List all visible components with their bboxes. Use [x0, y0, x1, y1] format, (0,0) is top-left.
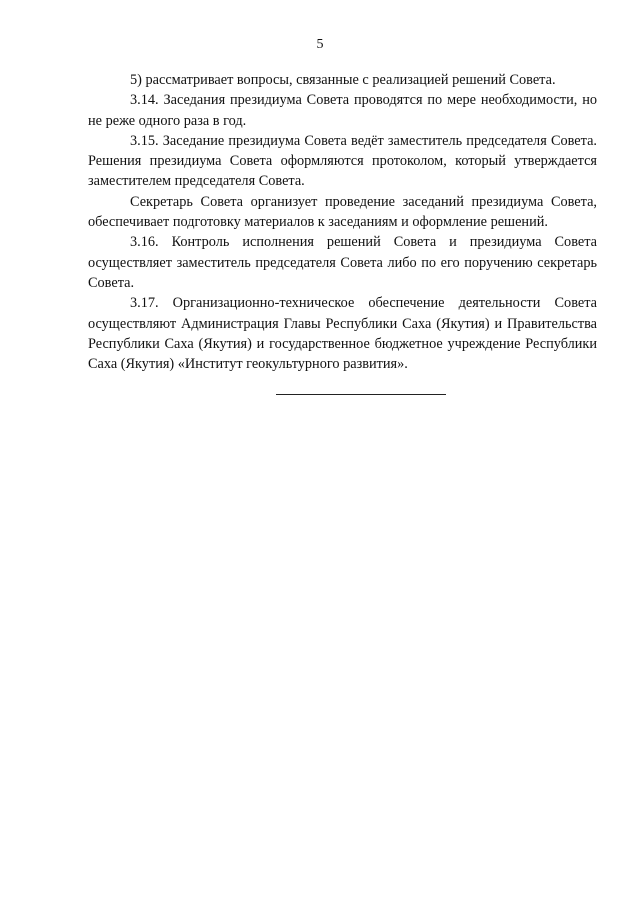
document-body	[88, 70, 597, 374]
paragraph-item-5: 5) рассматривает вопросы, связанные с реализацией решений Совета.	[130, 72, 556, 88]
end-divider-line	[276, 394, 446, 395]
paragraph-3-14: 3.14. Заседания президиума Совета проводятся по мере необходимости, но не реже одного раза в год.	[88, 92, 597, 129]
paragraph-3-16: 3.16. Контроль исполнения решений Совета и президиума Совета осуществляет заместитель председателя Совета либо по его поручению секретарь Совета.	[88, 234, 597, 291]
paragraph-secretary: Секретарь Совета организует проведение заседаний президиума Совета, обеспечивает подготовку материалов к заседаниям и оформление решений.	[88, 193, 597, 231]
paragraph-3-17: 3.17. Организационно-техническое обеспечение деятельности Совета осуществляют Администрация Главы Республики Саха (Якутия) и Правительства Республики Саха (Якутия) и государственное бюджетное учреждение Республики Саха (Якутия) «Институт геокультурного развития».	[88, 295, 597, 373]
page-number: 5	[316, 37, 324, 52]
paragraph-3-15: 3.15. Заседание президиума Совета ведёт заместитель председателя Совета. Решения президиума Совета оформляются протоколом, который утверждается заместителем председателя Совета.	[88, 132, 597, 190]
